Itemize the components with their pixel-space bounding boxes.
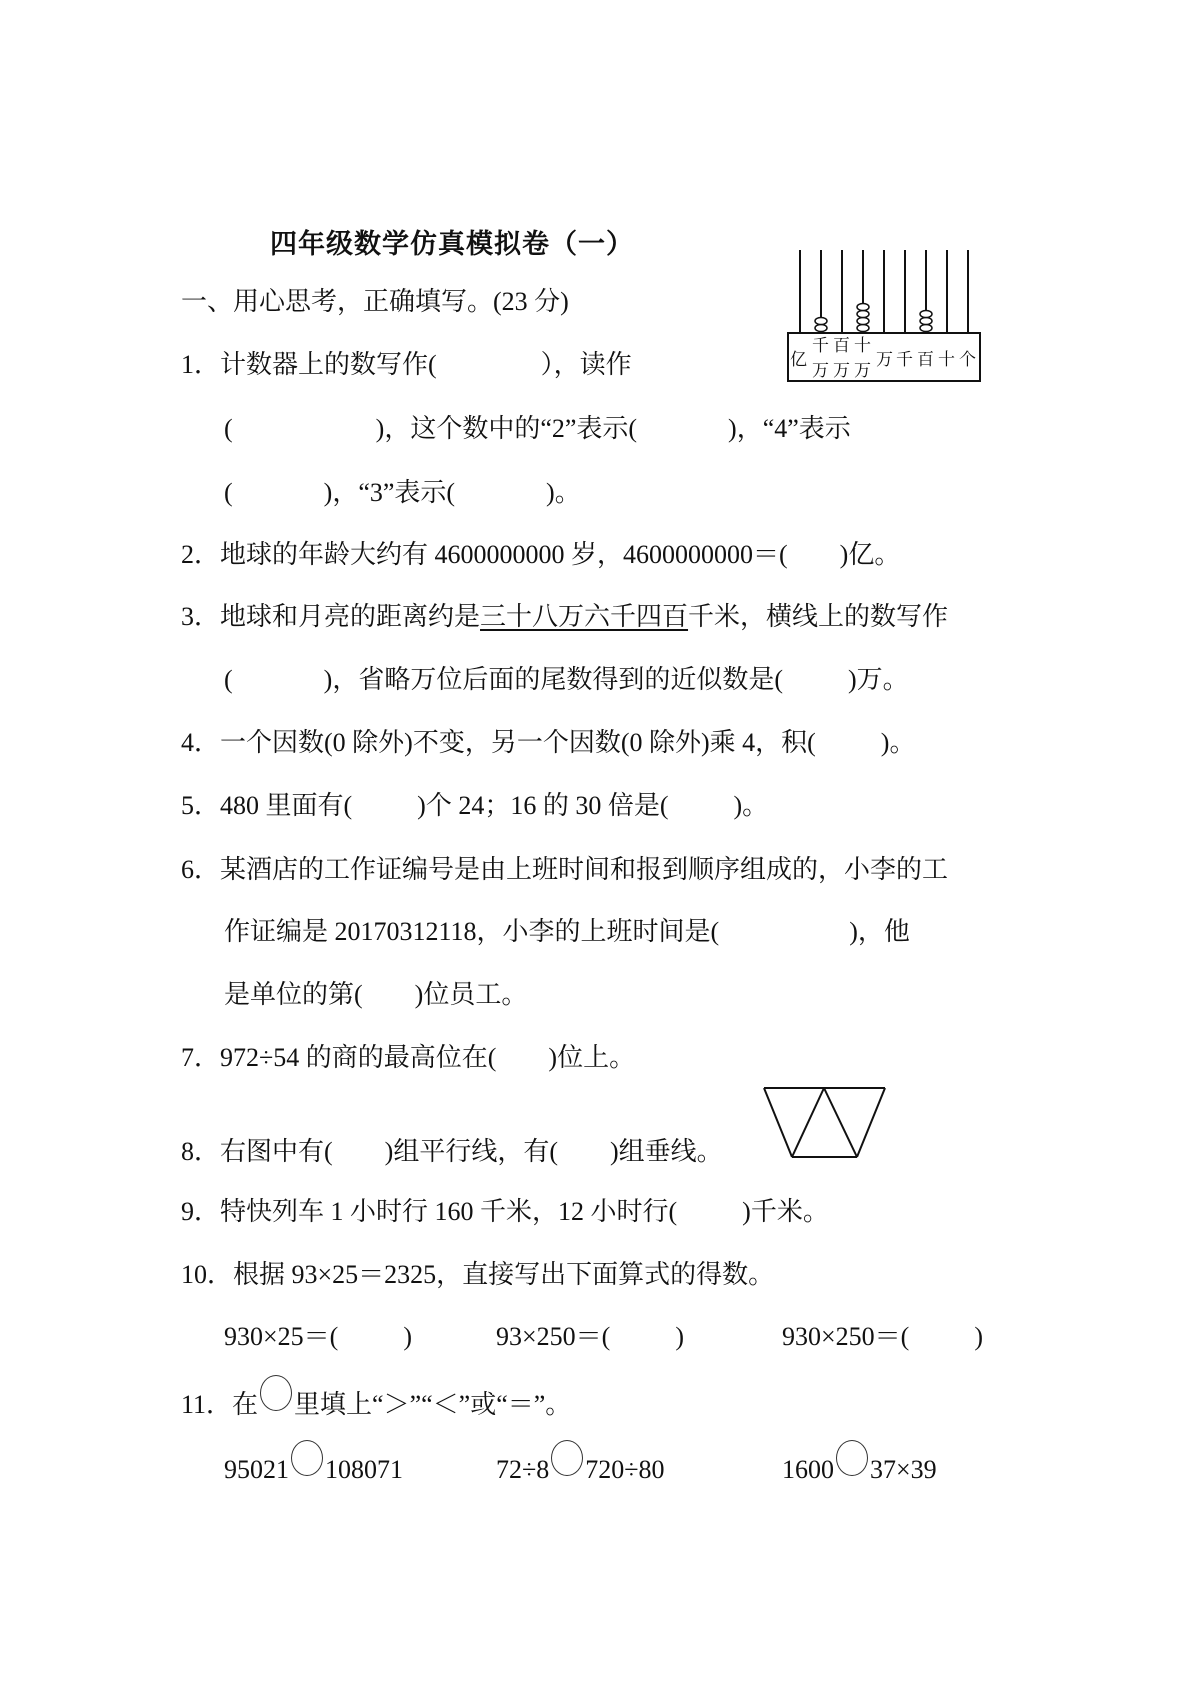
q6-line3: 是单位的第( )位员工。 (224, 980, 528, 1009)
q5-line1: 5．480 里面有( )个 24；16 的 30 倍是( )。 (181, 791, 769, 820)
compare-right: 37×39 (870, 1455, 937, 1484)
svg-text:十: 十 (854, 336, 871, 356)
compare-left: 72÷8 (496, 1455, 550, 1484)
compare-right: 108071 (325, 1455, 403, 1484)
q10-item-3: 930×250＝( ) (782, 1322, 983, 1351)
q11-item-1 (224, 1450, 403, 1486)
q11-item-3 (782, 1450, 937, 1486)
svg-text:百: 百 (833, 336, 850, 356)
q1-line3: ( )，“3”表示( )。 (224, 478, 581, 507)
svg-text:千: 千 (812, 336, 829, 356)
svg-text:十: 十 (938, 350, 955, 370)
q6-line2: 作证编是 20170312118，小李的上班时间是( )，他 (224, 917, 910, 946)
svg-text:个: 个 (959, 350, 976, 370)
page-title: 四年级数学仿真模拟卷（一） (270, 229, 634, 260)
q3-text-post: 千米，横线上的数写作 (688, 602, 949, 631)
compare-right: 720÷80 (585, 1455, 665, 1484)
q8-line1: 8．右图中有( )组平行线，有( )组垂线。 (181, 1137, 723, 1166)
q4-line1: 4．一个因数(0 除外)不变，另一个因数(0 除外)乘 4，积( )。 (181, 728, 916, 757)
svg-text:万: 万 (854, 361, 871, 381)
q3-line2: ( )，省略万位后面的尾数得到的近似数是( )万。 (224, 665, 909, 694)
q10-item-2: 93×250＝( ) (496, 1322, 684, 1351)
svg-text:百: 百 (917, 350, 934, 370)
svg-text:亿: 亿 (790, 350, 807, 370)
q6-line1: 6．某酒店的工作证编号是由上班时间和报到顺序组成的，小李的工 (181, 855, 949, 884)
q9-line1: 9．特快列车 1 小时行 160 千米，12 小时行( )千米。 (181, 1197, 829, 1226)
q11-line1 (181, 1385, 571, 1421)
circle-blank-icon (260, 1375, 292, 1411)
compare-circle-input[interactable] (291, 1440, 323, 1476)
abacus-counter-figure (780, 245, 990, 385)
compare-left: 95021 (224, 1455, 289, 1484)
section-heading: 一、用心思考，正确填写。(23 分) (181, 287, 569, 316)
svg-text:万: 万 (812, 361, 829, 381)
q7-line1: 7．972÷54 的商的最高位在( )位上。 (181, 1043, 636, 1072)
svg-text:万: 万 (833, 361, 850, 381)
q11-text-post: 里填上“＞”“＜”或“＝”。 (294, 1390, 572, 1419)
q3-underlined-number: 三十八万六千四百 (480, 602, 689, 631)
q10-line1: 10．根据 93×25＝2325，直接写出下面算式的得数。 (181, 1260, 775, 1289)
q2-line1: 2．地球的年龄大约有 4600000000 岁，4600000000＝( )亿。 (181, 540, 901, 569)
svg-text:万: 万 (876, 350, 893, 370)
compare-left: 1600 (782, 1455, 834, 1484)
q1-line2: ( )，这个数中的“2”表示( )，“4”表示 (224, 414, 851, 443)
compare-circle-input[interactable] (551, 1440, 583, 1476)
q3-text-pre: 3．地球和月亮的距离约是 (181, 602, 481, 631)
compare-circle-input[interactable] (836, 1440, 868, 1476)
q11-item-2 (496, 1450, 665, 1486)
q10-item-1: 930×25＝( ) (224, 1322, 412, 1351)
q11-text-pre: 11．在 (181, 1390, 259, 1419)
q1-line1: 1．计数器上的数写作( ），读作 (181, 350, 632, 379)
svg-text:千: 千 (896, 350, 913, 370)
parallel-lines-figure (760, 1084, 895, 1164)
q3-line1 (181, 602, 948, 632)
